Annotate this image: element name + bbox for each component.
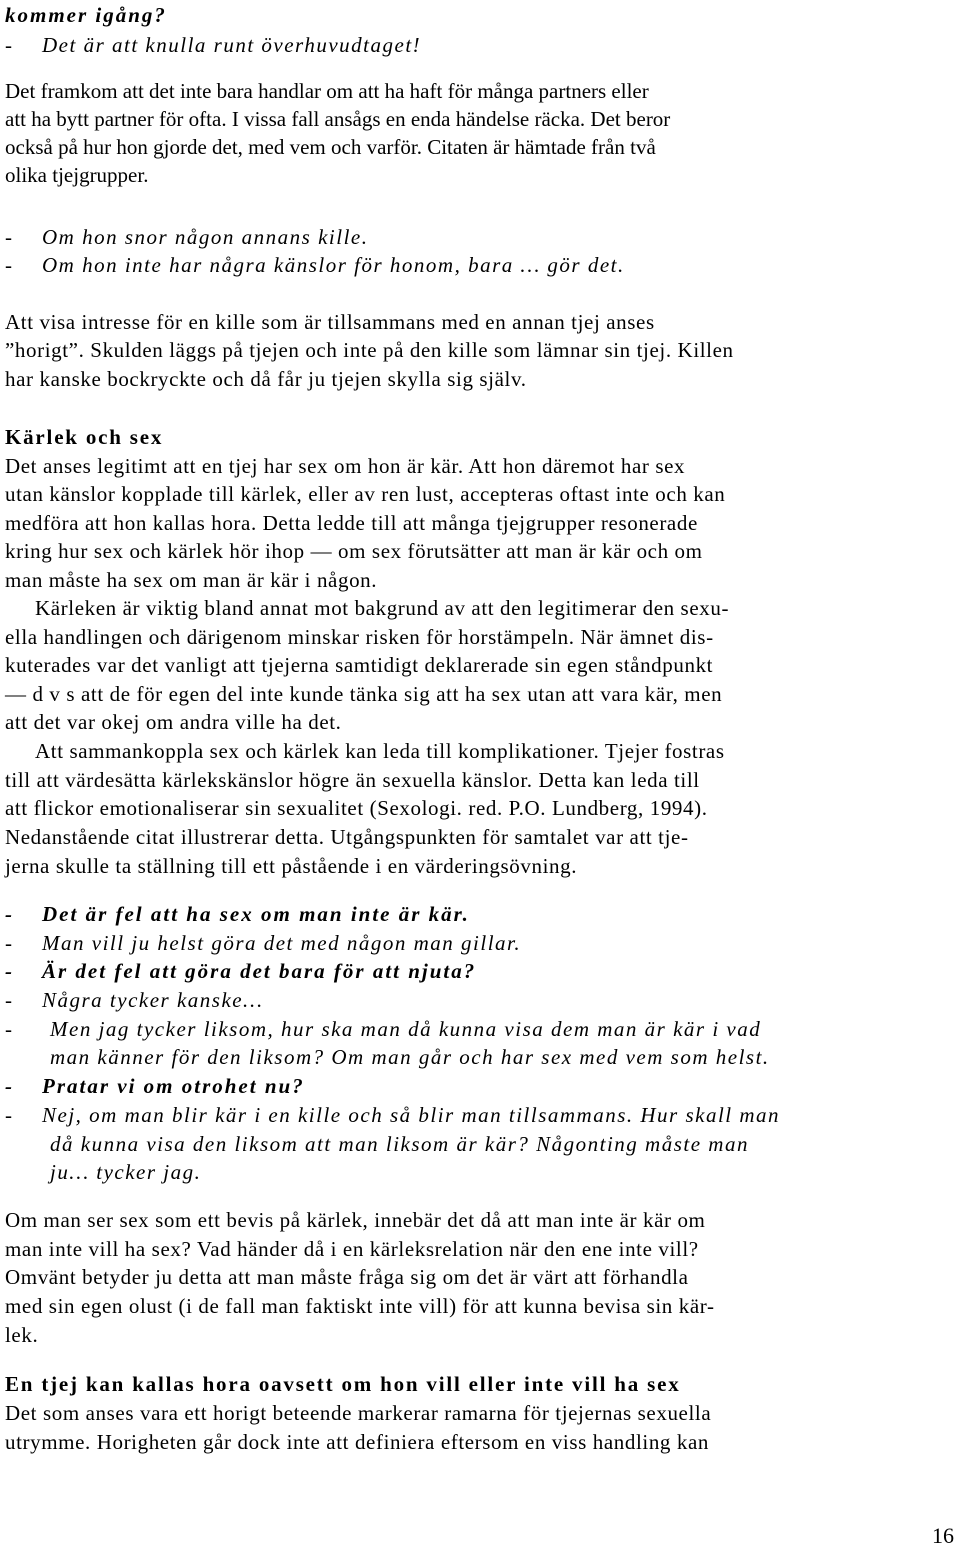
body-line: att det var okej om andra ville ha det. [5,710,342,734]
body-line: också på hur hon gjorde det, med vem och varför. Citaten är hämtade från två [5,135,656,159]
body-line: Det som anses vara ett horigt beteende markerar ramarna för tjejernas sexuella [5,1401,712,1425]
body-line: man måste ha sex om man är kär i någon. [5,568,378,592]
body-line: lek. [5,1323,39,1347]
body-line: Omvänt betyder ju detta att man måste fråga sig om det är värt att förhandla [5,1265,689,1289]
body-line: att flickor emotionaliserar sin sexualitet (Sexologi. red. P.O. Lundberg, 1994). [5,796,708,820]
body-line: Det framkom att det inte bara handlar om att ha haft för många partners eller [5,79,649,103]
body-line: man inte vill ha sex? Vad händer då i en kärleksrelation när den ene inte vill? [5,1237,699,1261]
body-line: kuterades var det vanligt att tjejerna samtidigt deklarerade sin egen ståndpunkt [5,653,714,677]
body-line: Kärleken är viktig bland annat mot bakgrund av att den legitimerar den sexu- [35,596,730,620]
body-line: jerna skulle ta ställning till ett påstående i en värderingsövning. [5,854,578,878]
page-number: 16 [932,1523,954,1548]
body-line: Att visa intresse för en kille som är tillsammans med en annan tjej anses [5,310,655,334]
body-line: har kanske bockryckte och då får ju tjejen skylla sig själv. [5,367,527,391]
body-line: till att värdesätta kärlekskänslor högre än sexuella känslor. Detta kan leda till [5,768,700,792]
section-heading: En tjej kan kallas hora oavsett om hon vill eller inte vill ha sex [5,1372,681,1396]
body-line: ”horigt”. Skulden läggs på tjejen och inte på den kille som lämnar sin tjej. Killen [5,338,734,362]
body-line: Om man ser sex som ett bevis på kärlek, innebär det då att man inte är kär om [5,1208,706,1232]
body-line: kring hur sex och kärlek hör ihop — om sex förutsätter att man är kär och om [5,539,703,563]
body-line: — d v s att de för egen del inte kunde tänka sig att ha sex utan att vara kär, men [5,682,723,706]
body-line: medföra att hon kallas hora. Detta ledde till att många tjejgrupper resonerade [5,511,698,535]
body-line: Att sammankoppla sex och kärlek kan leda till komplikationer. Tjejer fostras [35,739,725,763]
document-page: kommer igång? - Det är att knulla runt överhuvudtaget! Det framkom att det inte bara handlar om att ha haft för många partners eller att ha bytt partner för ofta. I vissa fall ansågs en enda händelse räcka. Det beror också på hur hon gjorde det, med vem och varför. Citaten är hämtade från två olika tjejgrupper. - Om hon snor någon annans kille. - Om hon inte har några känslor för honom, bara … gör det. Att visa intresse för en kille som är tillsammans med en annan tjej anses ”horigt”. Skulden läggs på tjejen och inte på den kille som lämnar sin tjej. Killen har kanske bockryckte och då får ju tjejen skylla sig själv. Kärlek och sex Det anses legitimt att en tjej har sex om hon är kär. Att hon däremot har sex utan känslor kopplade till kärlek, eller av ren lust, accepteras oftast inte och kan medföra att hon kallas hora. Detta ledde till att många tjejgrupper resonerade kring hur sex och kärlek hör ihop — om sex förutsätter att man är kär och om man måste ha sex om man är kär i någon. Kärleken är viktig bland annat mot bakgrund av att den legitimerar den sexu- ella handlingen och därigenom minskar risken för horstämpeln. När ämnet dis- kuterades var det vanligt att tjejerna samtidigt deklarerade sin egen ståndpunkt — d v s att de för egen del inte kunde tänka sig att ha sex utan att vara kär, men att det var okej om andra ville ha det. Att sammankoppla sex och kärlek kan leda till komplikationer. Tjejer fostras till att värdesätta kärlekskänslor högre än sexuella känslor. Detta kan leda till att flickor emotionaliserar sin sexualitet (Sexologi. red. P.O. Lundberg, 1994). Nedanstående citat illustrerar detta. Utgångspunkten för samtalet var att tje- jerna skulle ta ställning till ett påstående i en värderingsövning. - Det är fel att ha sex om man inte är kär. - Man vill ju helst göra det med någon man gillar. - Är det fel att göra det bara för att njuta? - Några tycker kanske… - Men jag tycker liksom, hur ska man då kunna visa dem man är kär i vad man känner för den liksom? Om man går och har sex med vem som helst. - Pratar vi om otrohet nu? - Nej, om man blir kär i en kille och så blir man tillsammans. Hur skall man då kunna visa den liksom att man liksom är kär? Någonting måste man ju… tycker jag. Om man ser sex som ett bevis på kärlek, innebär det då att man inte är kär om man inte vill ha sex? Vad händer då i en kärleksrelation när den ene inte vill? Omvänt betyder ju detta att man måste fråga sig om det är värt att förhandla med sin egen olust (i de fall man faktiskt inte vill) för att kunna bevisa sin kär- lek. En tjej kan kallas hora oavsett om hon vill eller inte vill ha sex Det som anses vara ett horigt beteende markerar ramarna för tjejernas sexuella utrymme. Horigheten går dock inte att definiera eftersom en viss handling kan 16 [5,3,954,1548]
body-line: Det anses legitimt att en tjej har sex om hon är kär. Att hon däremot har sex [5,454,686,478]
quote-line: kommer igång? [5,3,167,27]
section-heading: Kärlek och sex [5,425,164,449]
body-line: olika tjejgrupper. [5,163,149,187]
body-line: med sin egen olust (i de fall man faktiskt inte vill) för att kunna bevisa sin kär- [5,1294,715,1318]
body-line: Nedanstående citat illustrerar detta. Utgångspunkten för samtalet var att tje- [5,825,689,849]
body-line: utrymme. Horigheten går dock inte att definiera eftersom en viss handling kan [5,1430,709,1454]
body-line: att ha bytt partner för ofta. I vissa fall ansågs en enda händelse räcka. Det beror [5,107,671,131]
body-line: ella handlingen och därigenom minskar risken för horstämpeln. När ämnet dis- [5,625,714,649]
body-line: utan känslor kopplade till kärlek, eller av ren lust, accepteras oftast inte och kan [5,482,726,506]
